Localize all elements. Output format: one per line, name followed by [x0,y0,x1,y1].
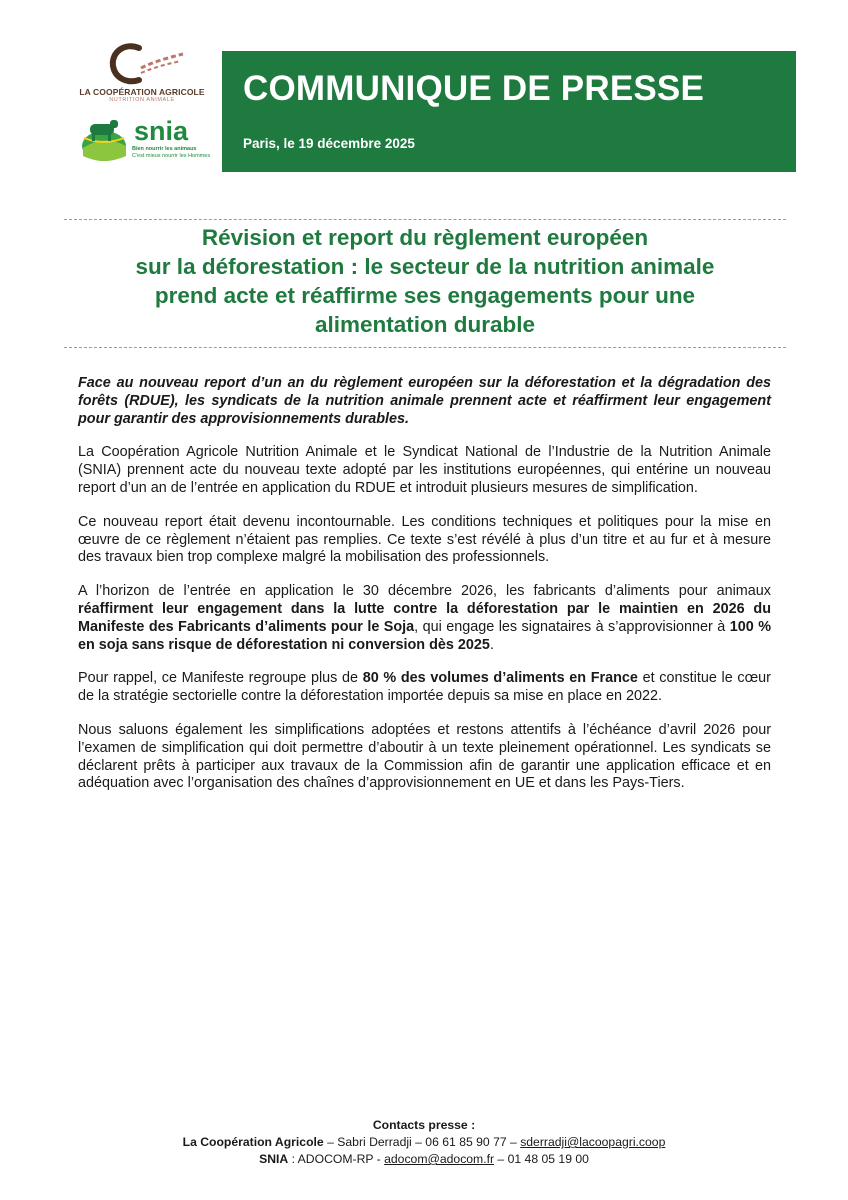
top-divider [64,219,786,220]
paragraph: Nous saluons également les simplifications adoptées et restons attentifs à l’échéance d’avril 2026 pour l’examen de simplification qui doit permettre d’aboutir à un texte pleinement opérationnel. Les syndicats se déclarent prêts à participer aux travaux de la Commission afin de garantir une application efficace et en adéquation avec l’organisation des chaînes d’approvisionnement en UE et dans les Pays-Tiers. [78,721,771,792]
contact-line-ca [0,1134,848,1151]
lead-paragraph: Face au nouveau report d’un an du règlement européen sur la déforestation et la dégradation des forêts (RDUE), les syndicats de la nutrition animale prennent acte et réaffirment leur engagement pour garantir des approvisionnements durables. [78,375,771,427]
ca-logo-subtitle: NUTRITION ANIMALE [109,97,175,103]
snia-animals-icon [80,116,128,162]
paragraph-text: , qui engage les signataires à s’approvisionner à [414,618,730,635]
headline-line: alimentation durable [314,312,536,337]
snia-tagline-2: C'est mieux nourrir les Hommes [132,153,211,159]
contact-text: – Sabri Derradji – 06 61 85 90 77 – [323,1135,521,1149]
email-link-snia[interactable]: adocom@adocom.fr [384,1152,495,1166]
paragraph-text: A l’horizon de l’entrée en application le 30 décembre 2026, les fabricants d’aliments pour animaux [78,583,771,600]
headline [64,223,786,339]
bottom-divider [64,347,786,348]
contact-phone: – 01 48 05 19 00 [494,1152,589,1166]
paragraph [78,670,771,706]
paragraph-emphasis: 100 % en soja sans risque de déforestation ni conversion dès 2025 [78,618,771,653]
snia-logo [80,116,210,166]
paragraph: La Coopération Agricole Nutrition Animale et le Syndicat National de l’Industrie de la Nutrition Animale (SNIA) prennent acte du nouveau texte adopté par les institutions européennes, qui entérine un nouveau report d’un an de l’entrée en application du RDUE et introduit plusieurs mesures de simplification. [78,444,771,496]
email-link-ca[interactable]: sderradji@lacoopagri.coop [520,1135,666,1149]
ca-c-mark-icon [97,40,187,86]
press-release-banner [222,51,796,172]
cooperation-agricole-logo [72,40,212,108]
paragraph-text: et constitue le cœur de la stratégie sectorielle contre la déforestation importée depuis sa mise en place en 2022. [78,670,771,705]
paragraph [78,583,771,654]
headline-line: Révision et report du règlement européen [201,225,649,250]
body-content [78,375,771,809]
paragraph-text: Pour rappel, ce Manifeste regroupe plus de [78,670,363,687]
snia-tagline-1: Bien nourrir les animaux [132,146,197,152]
contact-text: : ADOCOM-RP - [288,1152,385,1166]
contact-org: La Coopération Agricole [182,1135,324,1149]
contacts-title: Contacts presse : [372,1118,476,1132]
ca-logo-name: LA COOPÉRATION AGRICOLE [79,87,205,97]
snia-wordmark: snia [134,116,189,146]
logos-block [72,40,212,170]
contact-line-snia [0,1151,848,1168]
banner-date: Paris, le 19 décembre 2025 [243,136,415,151]
banner-title: COMMUNIQUE DE PRESSE [243,69,704,108]
paragraph: Ce nouveau report était devenu incontournable. Les conditions techniques et politiques pour la mise en œuvre de ce règlement n’étaient pas remplies. Ce texte s’est révélé à plus d’un titre et au fur et à mesure des travaux bien trop complexe malgré la mobilisation des professionnels. [78,513,771,566]
headline-line: sur la déforestation : le secteur de la nutrition animale [135,254,715,279]
headline-line: prend acte et réaffirme ses engagements pour une [154,283,696,308]
contact-org: SNIA [259,1152,289,1166]
paragraph-text: . [489,636,494,653]
press-contacts [0,1117,848,1168]
paragraph-emphasis: réaffirment leur engagement dans la lutte contre la déforestation par le maintien en 2026 du Manifeste des Fabricants d’aliments pour le Soja [78,600,771,635]
paragraph-emphasis: 80 % des volumes d’aliments en France [362,670,638,687]
